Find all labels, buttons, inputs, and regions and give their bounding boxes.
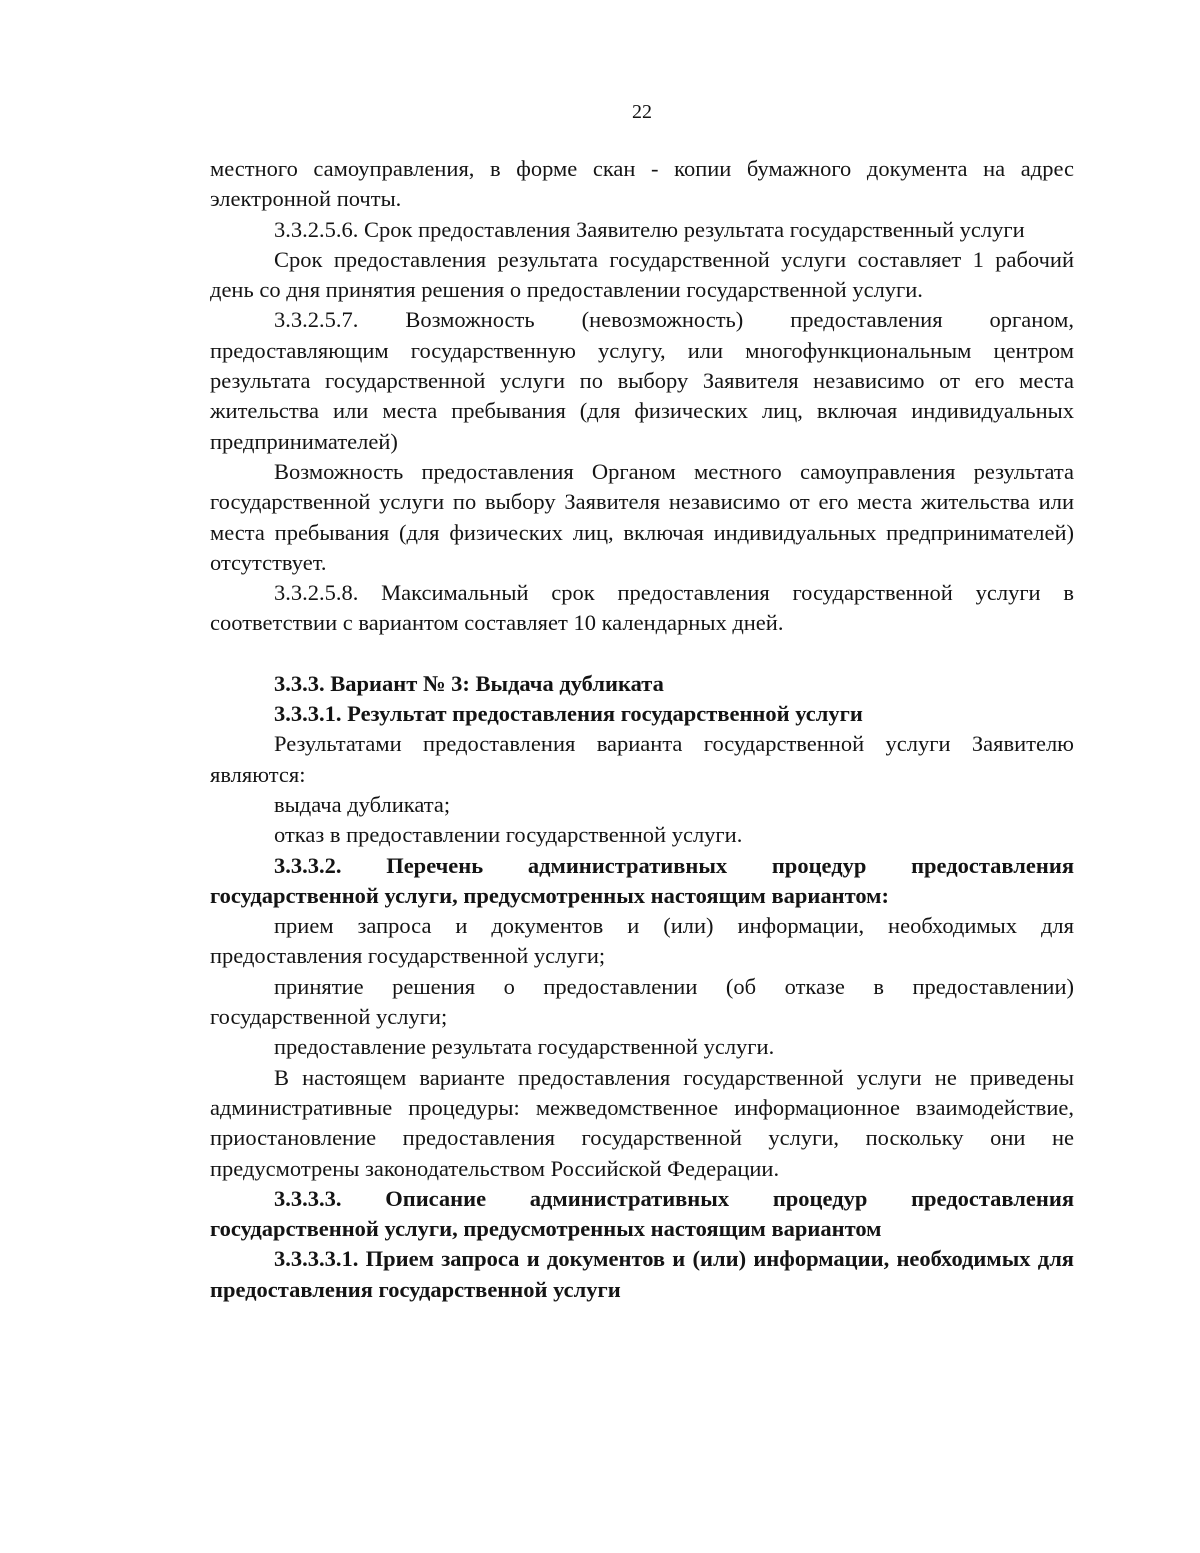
paragraph: Результатами предоставления варианта государственной услуги Заявителю являются:: [210, 731, 1074, 787]
subsection-heading: 3.3.3.3. Описание административных процедур предоставления государственной услуги, предусмотренных настоящим вариантом: [210, 1185, 1074, 1242]
list-item: принятие решения о предоставлении (об отказе в предоставлении) государственной услуги;: [210, 973, 1074, 1030]
subsection-heading: 3.3.3.2. Перечень административных процедур предоставления государственной услуги, предусмотренных настоящим вариантом:: [210, 852, 1074, 908]
list-item: предоставление результата государственной услуги.: [274, 1034, 775, 1060]
paragraph: В настоящем варианте предоставления государственной услуги не приведены административные процедуры: межведомственное информационное взаимодействие, приостановление предоставления государственной услуги, поскольку они не предусмотрены законодательством Российской Федерации.: [210, 1064, 1074, 1181]
document-body: [210, 154, 1074, 1305]
section-heading: 3.3.3. Вариант № 3: Выдача дубликата: [274, 670, 664, 696]
list-item: прием запроса и документов и (или) информации, необходимых для предоставления государственной услуги;: [210, 913, 1074, 969]
paragraph: Возможность предоставления Органом местного самоуправления результата государственной услуги по выбору Заявителя независимо от его места жительства или места пребывания (для физических лиц, включая индивидуальных предпринимателей) отсутствует.: [210, 458, 1074, 575]
subsection-heading: 3.3.3.1. Результат предоставления государственной услуги: [274, 701, 863, 727]
paragraph: 3.3.2.5.6. Срок предоставления Заявителю результата государственный услуги: [274, 216, 1025, 242]
paragraph: местного самоуправления, в форме скан - копии бумажного документа на адрес электронной почты.: [210, 156, 1074, 212]
list-item: выдача дубликата;: [274, 791, 451, 817]
paragraph: Срок предоставления результата государственной услуги составляет 1 рабочий день со дня принятия решения о предоставлении государственной услуги.: [210, 246, 1074, 303]
list-item: отказ в предоставлении государственной услуги.: [274, 822, 743, 848]
paragraph: 3.3.2.5.7. Возможность (невозможность) предоставления органом, предоставляющим государственную услугу, или многофункциональным центром результата государственной услуги по выбору Заявителя независимо от его места жительства или места пребывания (для физических лиц, включая индивидуальных предпринимателей): [210, 307, 1074, 454]
paragraph: 3.3.2.5.8. Максимальный срок предоставления государственной услуги в соответствии с вариантом составляет 10 календарных дней.: [210, 580, 1074, 636]
page-number: 22: [632, 101, 652, 123]
subsection-heading: 3.3.3.3.1. Прием запроса и документов и (или) информации, необходимых для предоставления государственной услуги: [210, 1246, 1074, 1302]
